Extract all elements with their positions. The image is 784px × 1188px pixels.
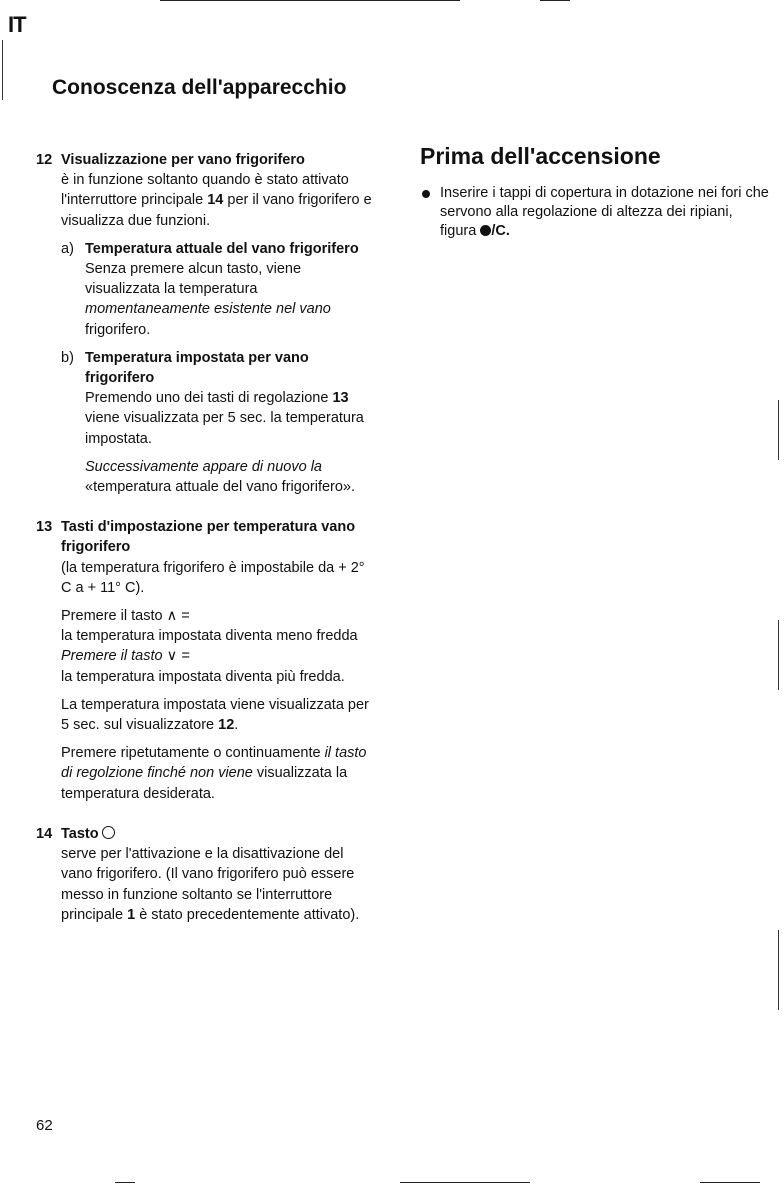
section-number: 12 — [36, 152, 53, 168]
section-intro: è in funzione soltanto quando è stato attivato l'interruttore principale 14 per il vano frigorifero e visualizza due funzioni. — [61, 172, 372, 229]
top-edge-rule — [160, 0, 460, 1]
bullet-item: Inserire i tappi di copertura in dotazione nei fori che servono alla regolazione di altezza dei ripiani, figura /C. — [420, 184, 770, 241]
subsection-b — [61, 348, 376, 497]
bottom-edge-rule — [400, 1182, 530, 1183]
right-column — [420, 143, 770, 241]
section-number: 14 — [36, 825, 53, 842]
top-edge-rule-right — [540, 0, 570, 1]
right-edge-rule — [778, 620, 779, 690]
onoff-circle-icon — [102, 826, 115, 839]
bottom-edge-rule-right — [700, 1182, 760, 1183]
section-12 — [36, 150, 376, 497]
subsection-text-2: Successivamente appare di nuovo la «temperatura attuale del vano frigorifero». — [85, 458, 356, 496]
subsection-text: Premendo uno dei tasti di regolazione 13 viene visualizzata per 5 sec. la temperatura impostata. — [85, 390, 364, 447]
left-column — [36, 150, 376, 925]
subsection-a — [61, 239, 376, 340]
section-title: Tasti d'impostazione per temperatura vano frigorifero — [61, 519, 356, 556]
page-number: 62 — [36, 1117, 53, 1134]
subsection-letter: b) — [61, 349, 74, 366]
subsection-text: Senza premere alcun tasto, viene visualizzata la temperatura momentaneamente esistente nel vano frigorifero. — [85, 261, 331, 338]
section-title: Tasto — [61, 824, 376, 844]
section-heading: Prima dell'accensione — [420, 143, 661, 169]
section-paragraph: serve per l'attivazione e la disattivazione del vano frigorifero. (Il vano frigorifero può essere messo in funzione soltanto se l'interruttore principale 1 è stato precedentemente attivato). — [61, 846, 360, 923]
section-13 — [36, 517, 376, 804]
bottom-edge-rule-left — [115, 1182, 135, 1183]
bullet-icon — [422, 190, 430, 198]
language-code: IT — [8, 12, 26, 37]
subsection-letter: a) — [61, 240, 74, 257]
section-paragraph: Premere il tasto ∧ = la temperatura impostata diventa meno fredda Premere il tasto ∨ = la temperatura impostata diventa più fredda. — [61, 608, 358, 685]
right-edge-rule — [778, 400, 779, 460]
section-number: 13 — [36, 519, 53, 536]
section-paragraph: La temperatura impostata viene visualizzata per 5 sec. sul visualizzatore 12. — [61, 696, 369, 734]
left-edge-rule — [2, 40, 3, 100]
page-title: Conoscenza dell'apparecchio — [52, 76, 347, 99]
figure-reference-icon — [480, 225, 491, 236]
subsection-title: Temperatura attuale del vano frigorifero — [85, 240, 359, 257]
section-paragraph: Premere ripetutamente o continuamente il tasto di regolzione finché non viene visualizzata la temperatura desiderata. — [61, 745, 367, 802]
section-paragraph: (la temperatura frigorifero è impostabile da + 2° C a + 11° C). — [61, 559, 365, 596]
section-title: Visualizzazione per vano frigorifero — [61, 152, 305, 168]
section-14 — [36, 824, 376, 925]
right-edge-rule — [778, 930, 779, 1010]
subsection-title: Temperatura impostata per vano frigorifero — [85, 349, 309, 387]
